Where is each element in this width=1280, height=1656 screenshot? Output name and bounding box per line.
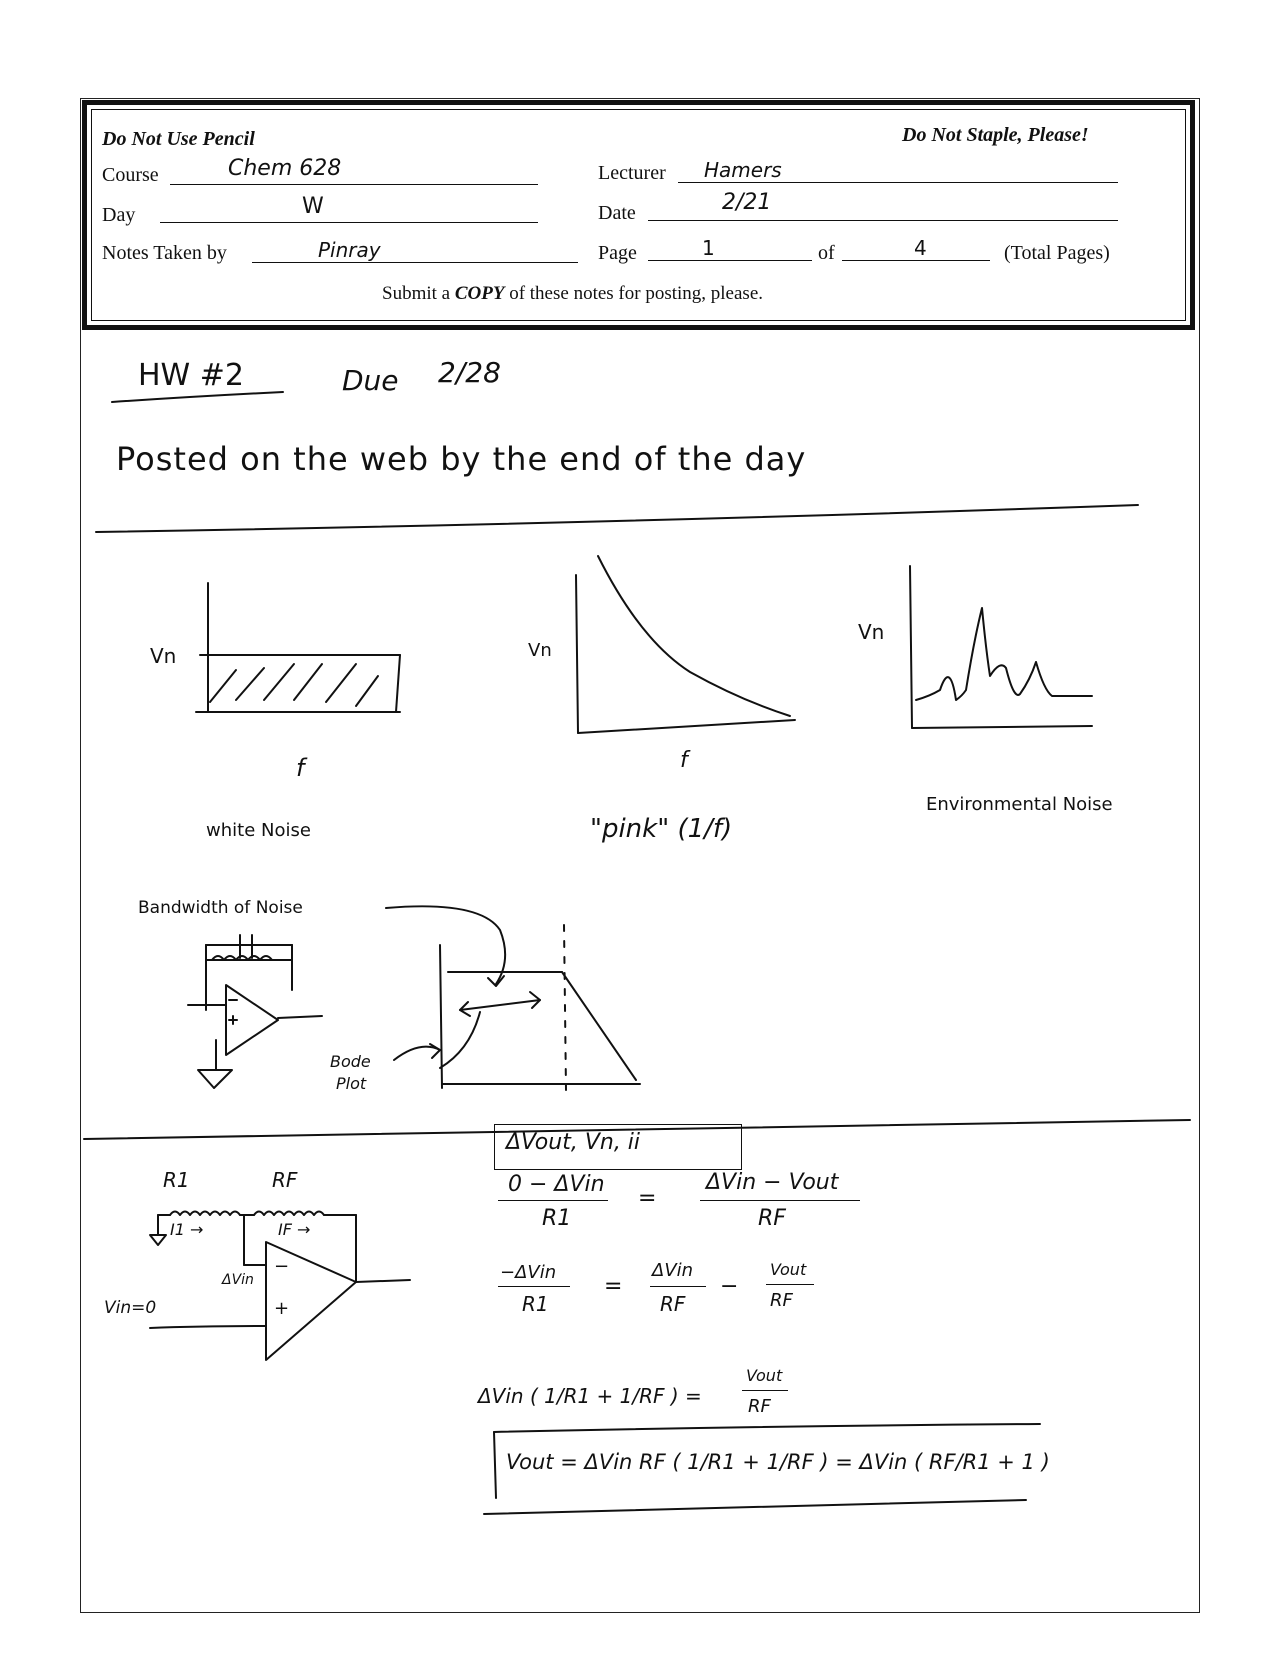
date-value: 2/21 [722,190,772,215]
course-line [170,184,538,185]
submit-notice: Submit a COPY of these notes for posting, please. [382,283,764,304]
page-line [648,260,812,261]
white-noise-caption: white Noise [206,820,311,841]
eq2-numerator-c: Vout [770,1260,807,1279]
total-line [842,260,990,261]
eq3-fraction-bar [742,1390,788,1391]
white-noise-y-label: Vn [150,644,177,668]
no-staple-notice: Do Not Staple, Please! [902,124,1089,146]
r1-label: R1 [163,1168,190,1192]
page-label: Page [598,242,637,264]
due-label: Due [342,364,399,397]
pink-noise-y-label: Vn [528,640,552,661]
eq3-denominator: RF [748,1396,771,1417]
eq1-fraction-bar-left [498,1200,608,1201]
eq2-denominator-b: RF [660,1292,686,1316]
eq2-fraction-bar-c [766,1284,814,1285]
eq1-denominator-left: R1 [542,1206,572,1231]
bode-label: Bode [330,1052,371,1071]
lecturer-label: Lecturer [598,162,666,184]
notes-taken-line [252,262,578,263]
final-result-equation: Vout = ΔVin RF ( 1/R1 + 1/RF ) = ΔVin ( RF/R1 + 1 ) [506,1450,1050,1474]
inverting-input-sign: − [274,1256,290,1277]
notes-taken-label: Notes Taken by [102,242,227,264]
total-pages-label: (Total Pages) [1004,242,1110,264]
if-label: IF → [278,1220,311,1239]
i1-label: I1 → [170,1220,204,1239]
noninverting-input-sign: + [274,1298,290,1319]
page-value: 1 [702,236,715,260]
due-date: 2/28 [438,356,501,389]
bandwidth-label: Bandwidth of Noise [138,898,303,918]
eq1-denominator-right: RF [758,1206,786,1231]
environmental-noise-caption: Environmental Noise [926,794,1113,815]
eq2-numerator-b: ΔVin [652,1260,694,1281]
of-label: of [818,242,835,264]
delta-vin-label: ΔVin [222,1272,254,1288]
eq3-left-side: ΔVin ( 1/R1 + 1/RF ) = [478,1384,702,1408]
boxed-terms-text: ΔVout, Vn, ii [506,1130,641,1155]
date-line [648,220,1118,221]
environmental-noise-y-label: Vn [858,620,885,644]
day-label: Day [102,204,136,226]
eq2-equals: = [604,1274,623,1299]
course-label: Course [102,164,159,186]
white-noise-x-label: f [296,754,305,782]
eq2-denominator-c: RF [770,1290,793,1311]
plot-label: Plot [336,1074,367,1093]
eq2-numerator-a: −ΔVin [500,1262,557,1283]
day-value: W [302,194,324,219]
day-line [160,222,538,223]
eq1-equals: = [638,1186,657,1211]
eq1-numerator-left: 0 − ΔVin [508,1172,605,1197]
pink-noise-caption: "pink" (1/f) [590,814,733,844]
eq2-fraction-bar-b [650,1286,706,1287]
eq1-numerator-right: ΔVin − Vout [706,1170,839,1195]
date-label: Date [598,202,636,224]
course-value: Chem 628 [228,156,342,181]
lecturer-line [678,182,1118,183]
eq2-operator: − [720,1274,739,1299]
eq2-denominator-a: R1 [522,1292,549,1316]
eq1-fraction-bar-right [700,1200,860,1201]
vin-label: Vin=0 [104,1298,157,1318]
final-result-box [0,0,1,1]
homework-label: HW #2 [138,358,244,393]
notes-taken-value: Pinray [318,238,381,262]
eq3-numerator: Vout [746,1366,783,1385]
lecturer-value: Hamers [704,158,782,182]
total-value: 4 [914,236,927,260]
eq2-fraction-bar-a [498,1286,570,1287]
no-pencil-notice: Do Not Use Pencil [102,128,255,150]
rf-label: RF [272,1168,298,1192]
posted-note: Posted on the web by the end of the day [116,440,807,478]
pink-noise-x-label: f [680,748,688,773]
